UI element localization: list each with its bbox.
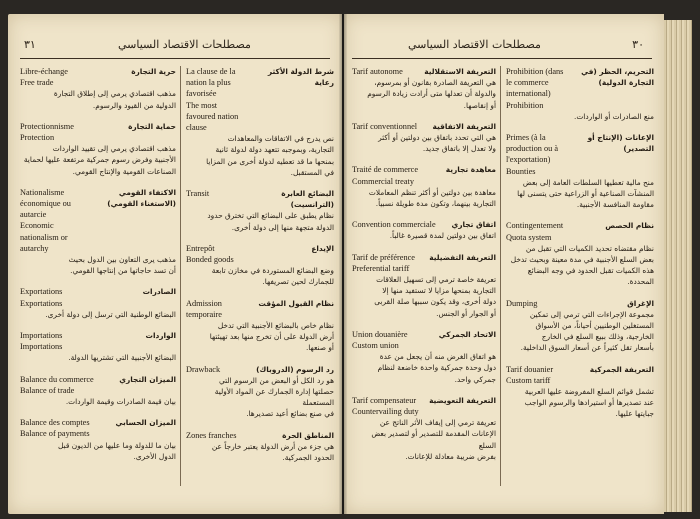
glossary-entry	[20, 121, 176, 177]
glossary-entry	[352, 219, 496, 241]
arabic-definition-line: دول وحدة جمركية واحدة خاضعة لنظام	[377, 363, 496, 373]
arabic-term: الاكتفاء القومي (الاستغناء القومي)	[107, 187, 176, 209]
arabic-definition-line: بيان ما للدولة وما عليها من الديون قبل	[58, 440, 176, 450]
foreign-term: Prohibition (dans le commerce international)	[506, 67, 564, 99]
arabic-definition-line: البضائع الوطنية التي ترسل إلى دولة أخرى.	[45, 309, 176, 319]
foreign-terms	[20, 187, 86, 254]
arabic-definition-line: هذه الكميات تقبل الحدود في وجه البضائع	[527, 266, 654, 276]
arabic-definition-line: مقاومة المنافسة الأجنبية.	[576, 200, 654, 210]
arabic-definition-line: بيان قيمة الصادرات وقيمة الواردات.	[65, 397, 176, 407]
foreign-term: Tarif de préférence	[352, 252, 415, 262]
entry-heading	[20, 66, 176, 88]
arabic-definition-line: أرض الدولة على أن تخرج منها بعد تهيئتها	[209, 332, 334, 342]
arabic-term: شرط الدولة الأكثر رعاية	[267, 67, 334, 88]
entry-heading	[186, 364, 334, 375]
foreign-terms	[186, 298, 254, 320]
foreign-term: Importations	[20, 331, 63, 341]
arabic-definition-line: تعريفة خاصة ترمي إلى تسهيل العلاقات	[376, 275, 496, 285]
arabic-term: رد الرسوم (الدروباك)	[256, 364, 334, 374]
foreign-term: Tarif conventionnel	[352, 121, 418, 131]
left-column-1	[20, 66, 176, 472]
foreign-terms	[506, 66, 569, 111]
arabic-term: معاهدة تجارية	[445, 165, 496, 175]
entry-heading	[186, 243, 334, 265]
foreign-term: Libre-échange	[20, 67, 68, 76]
foreign-term: Free trade	[20, 78, 54, 88]
foreign-term: Convention commerciale	[352, 220, 436, 230]
arabic-definition-line: بفرض ضريبة معادلة للإعانات.	[405, 451, 496, 461]
glossary-entry	[352, 121, 496, 155]
arabic-definition-line: والدولة أن تعدلها متى أرادت زيادة الرسوم	[367, 89, 496, 99]
foreign-terms	[506, 220, 563, 242]
arabic-definition-line: أو الجوار أو الجنس.	[436, 308, 496, 318]
foreign-term: Economic nationalism or autarchy	[20, 221, 68, 253]
arabic-definition-line: هي التعريفة الصادرة بقانون أو بمرسوم،	[374, 78, 496, 88]
page-number-left: ٣١	[24, 38, 36, 51]
foreign-term: Quota system	[506, 232, 552, 242]
arabic-definition-line: معاهدة بين دولتين أو أكثر تنظم المعاملات	[368, 187, 496, 197]
entry-heading	[506, 364, 654, 386]
entry-heading	[186, 188, 334, 210]
foreign-term: Prohibition	[506, 100, 544, 110]
page-number-right: ٣٠	[632, 38, 644, 51]
foreign-terms	[352, 395, 419, 417]
foreign-term: Exportations	[20, 287, 63, 297]
arabic-definition-line: تشمل قوائم السلع المفروضة عليها العربية	[524, 387, 654, 397]
glossary-entry	[20, 417, 176, 462]
glossary-entry	[186, 298, 334, 354]
arabic-definition-line: تعريفة ترمي إلى إيقاف الأثر الناتج عن	[379, 418, 496, 428]
arabic-definition-line: المحددة.	[627, 277, 654, 287]
foreign-term: Protectionnisme	[20, 121, 74, 131]
foreign-term: Entrepôt	[186, 243, 215, 253]
foreign-terms	[186, 364, 220, 375]
arabic-term: الإيداع	[311, 243, 334, 253]
foreign-term: Tarif autonome	[352, 67, 403, 76]
glossary-entry	[186, 66, 334, 178]
arabic-term: الاتحاد الجمركي	[438, 329, 496, 339]
arabic-definition-line: أن تسد حاجاتها من إنتاجها القومي.	[70, 266, 176, 276]
arabic-term: الميزان التجاري	[119, 374, 176, 384]
arabic-definition-line: جبايتها عليها.	[615, 409, 654, 419]
foreign-term: Primes (à la production ou à l'exportation)	[506, 133, 559, 165]
entry-heading	[506, 132, 654, 177]
arabic-definition-line: بأسعار تقل كثيراً عن أسعار السوق الداخلية.	[520, 343, 654, 353]
arabic-definition-line: مذهب اقتصادي يرمي إلى تقييد الواردات	[52, 144, 176, 154]
arabic-term: التحريم، الحظر (في التجارة الدولية)	[581, 67, 654, 88]
left-column-2	[186, 66, 334, 473]
foreign-term: Zones franches	[186, 430, 237, 440]
glossary-entry	[352, 395, 496, 462]
arabic-term: التعريفة التفضيلية	[429, 252, 496, 262]
arabic-definition-line: نظام يطبق على البضائع التي تخترق حدود	[207, 211, 334, 221]
arabic-definition-line: الصناعات القومية والإنتاج القومي.	[72, 166, 176, 176]
foreign-terms	[352, 219, 436, 230]
foreign-terms	[186, 66, 249, 133]
arabic-definition-line: الأجنبية وفرض رسوم جمركية مرتفعة عليها لحماية	[23, 155, 176, 165]
foreign-term: Union douanière	[352, 329, 408, 339]
arabic-definition-line: بمنحها ما قد تعطيه لدولة أخرى من المزايا	[206, 156, 334, 166]
arabic-term: الصادرات	[142, 287, 176, 297]
entry-heading	[352, 66, 496, 77]
foreign-term: Custom tariff	[506, 375, 551, 385]
arabic-definition-line: في صنع بضائع أعيد تصديرها.	[246, 409, 334, 419]
entry-heading	[20, 417, 176, 439]
left-page	[8, 14, 342, 514]
arabic-definition-line: نظام خاص بالبضائع الأجنبية التي تدخل	[217, 321, 334, 331]
glossary-entry	[352, 66, 496, 111]
glossary-entry	[20, 187, 176, 277]
arabic-definition-line: دولة أخرى، وقد يكون سببها صلة القربى	[374, 297, 496, 307]
header-rule-left	[20, 58, 330, 59]
entry-heading	[186, 298, 334, 320]
foreign-term: Tarif douanier	[506, 364, 554, 374]
foreign-term: Exportations	[20, 298, 63, 308]
arabic-term: التعريفة الجمركية	[589, 364, 654, 374]
glossary-entry	[506, 132, 654, 210]
arabic-definition-line: التجارية، وبموجبه تتعهد دولة لدولة ثانية	[215, 145, 334, 155]
header-rule-right	[352, 58, 652, 59]
arabic-definition-line: في المستقبل.	[290, 167, 334, 177]
arabic-definition-line: جمركي واحد.	[454, 374, 496, 384]
arabic-definition-line: الدولية من القيود والرسوم.	[92, 100, 176, 110]
entry-heading	[20, 121, 176, 143]
arabic-term: المناطق الحرة	[282, 430, 334, 440]
arabic-definition-line: أو إنقاصها.	[463, 100, 496, 110]
arabic-definition-line: التجارية بينهما، وتكون مدة طويلة نسبياً.	[375, 199, 496, 209]
foreign-term: Bounties	[506, 166, 536, 176]
entry-heading	[20, 286, 176, 308]
arabic-term: التعريفة الاستقلالية	[424, 67, 496, 76]
arabic-definition-line: هي جزء من أرض الدولة يعتبر خارجاً عن	[211, 441, 334, 451]
arabic-definition-line: نظام مقتضاه تحديد الكميات التي تقبل من	[525, 243, 654, 253]
foreign-term: The most favoured nation clause	[186, 100, 239, 133]
arabic-definition-line: التجارية بمنحها مزايا لا تستفيد منها إلا	[382, 286, 496, 296]
foreign-term: Countervailing duty	[352, 407, 419, 417]
foreign-term: Protection	[20, 133, 55, 143]
foreign-term: Balance des comptes	[20, 418, 90, 428]
page-edges	[664, 20, 692, 512]
glossary-entry	[506, 298, 654, 354]
arabic-definition-line: ولا تعدل إلا باتفاق جديد.	[422, 144, 496, 154]
foreign-terms	[20, 66, 68, 88]
foreign-terms	[506, 298, 537, 309]
arabic-definition-line: عند تصديرها أو استيرادها والرسوم الواجب	[524, 398, 654, 408]
entry-heading	[352, 252, 496, 274]
foreign-terms	[186, 188, 209, 210]
foreign-term: Traité de commerce	[352, 165, 419, 175]
arabic-definition-line: بعض السلع الأجنبية في مدة معينة وبحيث تدخل	[510, 255, 654, 265]
arabic-term: اتفاق تجاري	[451, 220, 496, 230]
right-column-2	[506, 66, 654, 430]
arabic-term: التعريفة الاتفاقية	[432, 121, 496, 131]
entry-heading	[352, 395, 496, 417]
foreign-terms	[186, 430, 236, 441]
glossary-entry	[20, 66, 176, 111]
arabic-definition-line: مذهب اقتصادي يرمي إلى إطلاق التجارة	[53, 89, 176, 99]
arabic-definition-line: هو اتفاق الغرض منه أن يجعل من عدة	[379, 352, 496, 362]
arabic-definition-line: منح مالية تعطيها السلطات العامة إلى بعض	[522, 177, 654, 187]
entry-heading	[186, 430, 334, 441]
arabic-definition-line: المنشآت الصناعية أو الزراعية حتى يتسنى لها	[517, 189, 654, 199]
arabic-definition-line: اتفاق بين دولتين لمدة قصيرة غالباً.	[389, 231, 496, 241]
glossary-entry	[186, 430, 334, 464]
arabic-definition-line: وضع البضائع المستوردة في مخازن تابعة	[211, 266, 334, 276]
glossary-entry	[186, 188, 334, 233]
foreign-term: Bonded goods	[186, 255, 234, 265]
arabic-term: نظام القبول المؤقت	[258, 298, 334, 308]
foreign-terms	[186, 243, 234, 265]
arabic-definition-line: هو رد الكل أو البعض من الرسوم التي	[218, 375, 334, 385]
foreign-terms	[20, 417, 90, 439]
glossary-entry	[506, 66, 654, 122]
arabic-definition-line: مذهب يرى التعاون بين الدول بحيث	[68, 255, 176, 265]
glossary-entry	[20, 330, 176, 364]
arabic-definition-line: الخارجية، وذلك ببيع السلع في الخارج	[541, 332, 654, 342]
arabic-term: التعريفة التعويضية	[429, 395, 496, 405]
arabic-definition-line: الدولة متجهة منها إلى دولة أخرى.	[231, 222, 334, 232]
foreign-terms	[352, 164, 418, 186]
entry-heading	[20, 187, 176, 254]
foreign-term: Custom union	[352, 341, 399, 351]
arabic-term: الإعانات (الإنتاج أو التصدير)	[587, 133, 654, 154]
right-column-1	[352, 66, 496, 472]
foreign-terms	[20, 286, 62, 308]
foreign-term: Dumping	[506, 298, 538, 308]
arabic-definition-line: نص يدرج في الاتفاقات والمعاهدات	[227, 134, 334, 144]
arabic-term: نظام الحصص	[605, 221, 654, 231]
arabic-definition-line: الإعانات المقدمة للتصدير أو لتصدير بعض السلع	[371, 429, 496, 450]
foreign-term: Contingentement	[506, 221, 564, 231]
arabic-term: الإغراق	[627, 298, 654, 308]
foreign-term: Tarif compensateur	[352, 395, 417, 405]
foreign-terms	[20, 330, 62, 352]
arabic-definition-line: مجموعة الإجراءات التي ترمي إلى تمكين	[529, 309, 654, 319]
arabic-term: البضائع العابرة (الترانسيت)	[281, 189, 334, 210]
entry-heading	[352, 219, 496, 230]
foreign-terms	[506, 364, 553, 386]
foreign-term: Importations	[20, 342, 63, 352]
book-gutter	[339, 14, 347, 514]
foreign-terms	[352, 252, 415, 274]
glossary-entry	[20, 286, 176, 320]
arabic-term: حماية التجارة	[128, 121, 176, 131]
foreign-terms	[352, 329, 408, 351]
foreign-term: Commercial treaty	[352, 176, 414, 186]
header-title-left: مصطلحات الاقتصاد السياسي	[118, 38, 251, 51]
glossary-entry	[352, 164, 496, 209]
column-divider-left	[180, 66, 181, 486]
arabic-term: الميزان الحسابي	[115, 418, 176, 428]
entry-heading	[352, 329, 496, 351]
foreign-term: Balance of trade	[20, 385, 75, 395]
glossary-entry	[186, 243, 334, 288]
glossary-entry	[506, 220, 654, 287]
open-book	[8, 14, 692, 514]
glossary-entry	[20, 374, 176, 408]
arabic-term: الواردات	[145, 331, 176, 341]
glossary-entry	[506, 364, 654, 420]
foreign-term: Preferential tariff	[352, 263, 410, 273]
entry-heading	[20, 374, 176, 396]
glossary-entry	[186, 364, 334, 420]
arabic-definition-line: للجمارك لحين تصريفها.	[262, 277, 334, 287]
entry-heading	[186, 66, 334, 133]
entry-heading	[506, 298, 654, 309]
foreign-term: Nationalisme économique ou autarcie	[20, 187, 71, 220]
entry-heading	[352, 164, 496, 186]
foreign-terms	[20, 121, 74, 143]
glossary-entry	[352, 329, 496, 385]
entry-heading	[506, 220, 654, 242]
foreign-term: Balance of payments	[20, 429, 90, 439]
entry-heading	[20, 330, 176, 352]
arabic-definition-line: البضائع الأجنبية التي تشتريها الدولة.	[68, 353, 176, 363]
foreign-term: Drawback	[186, 364, 221, 374]
arabic-definition-line: منع الصادرات أو الواردات.	[573, 111, 654, 121]
column-divider-right	[500, 66, 501, 486]
arabic-definition-line: هي التي تحدد باتفاق بين دولتين أو أكثر	[378, 133, 496, 143]
foreign-term: La clause de la nation la plus favorisée	[186, 67, 236, 99]
foreign-term: Balance du commerce	[20, 374, 94, 384]
arabic-definition-line: الحدود الجمركية.	[282, 453, 334, 463]
entry-heading	[352, 121, 496, 132]
foreign-terms	[352, 121, 417, 132]
foreign-term: Admission temporaire	[186, 298, 222, 319]
foreign-terms	[506, 132, 569, 177]
header-title-right: مصطلحات الاقتصاد السياسي	[408, 38, 541, 51]
glossary-entry	[352, 252, 496, 319]
arabic-definition-line: حصلتها إدارة الجمارك عن المواد الأولية المستعملة	[214, 387, 334, 408]
entry-heading	[506, 66, 654, 111]
foreign-terms	[20, 374, 94, 396]
arabic-definition-line: المستغلين الوطنيين أحياناً، من الأسواق	[535, 321, 654, 331]
foreign-term: Transit	[186, 189, 210, 199]
arabic-term: حرية التجارة	[131, 67, 176, 76]
arabic-definition-line: أو صنعها.	[305, 343, 334, 353]
arabic-definition-line: الدول الأخرى.	[133, 451, 176, 461]
foreign-terms	[352, 66, 403, 77]
right-page	[344, 14, 664, 514]
